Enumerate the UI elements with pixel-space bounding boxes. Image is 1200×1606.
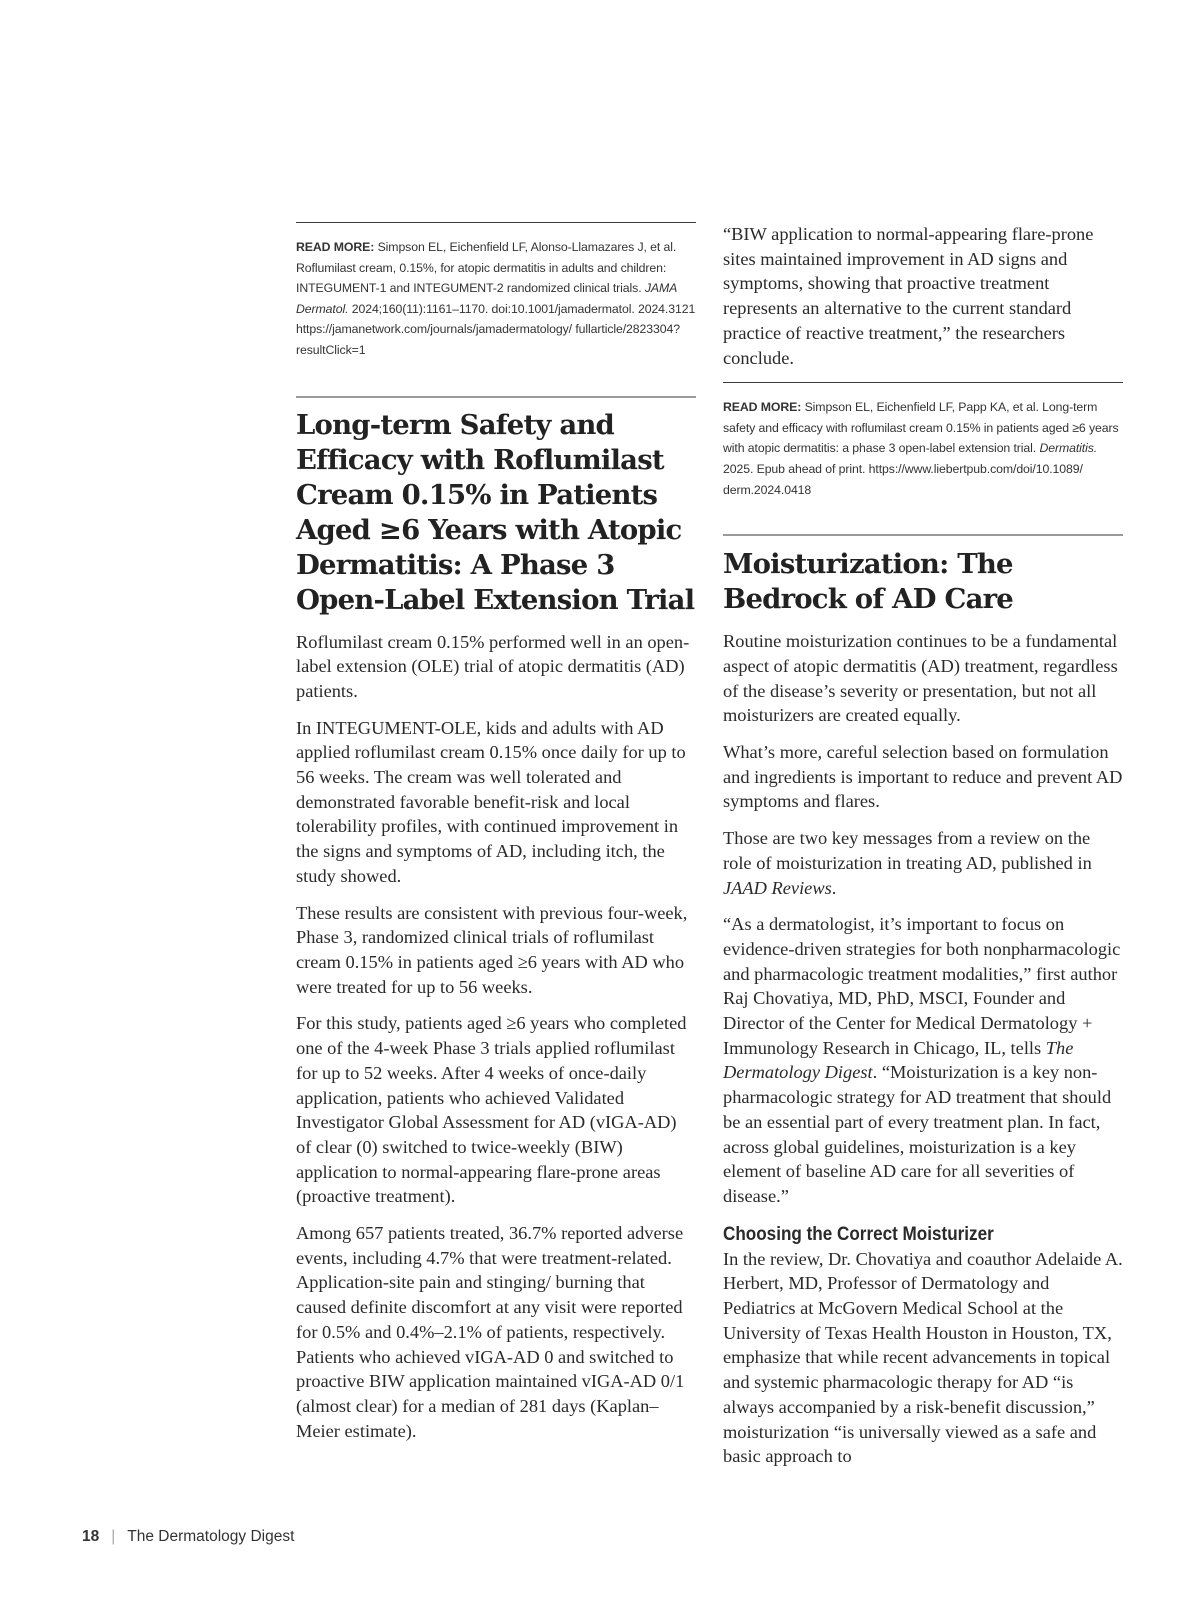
paragraph: Among 657 patients treated, 36.7% reported adverse events, including 4.7% that were treatment-related. Application-site pain and stinging/ burning that caused definite discomfort at any visit were reported for 0.5% and 0.4%–2.1% of patients, respectively. Patients who achieved vIGA-AD 0 and switched to proactive BIW application maintained vIGA-AD 0/1 (almost clear) for a median of 281 days (Kaplan–Meier estimate). xyxy=(296,1223,685,1441)
paragraph: What’s more, careful selection based on formulation and ingredients is important to reduce and prevent AD symptoms and flares. xyxy=(723,742,1123,812)
page-number: 18 xyxy=(82,1528,100,1545)
paragraph: These results are consistent with previous four-week, Phase 3, randomized clinical trials of roflumilast cream 0.15% in patients aged ≥6 years with AD who were treated for up to 56 weeks. xyxy=(296,902,688,997)
article-headline-roflumilast: Long-term Safety and Efficacy with Roflumilast Cream 0.15% in Patients Aged ≥6 Years with Atopic Dermatitis: A Phase 3 Open-Label Extension Trial xyxy=(296,408,695,616)
read-more-reference-1: READ MORE: Simpson EL, Eichenfield LF, Alonso-Llamazares J, et al. Roflumilast cream, 0.15%, for atopic dermatitis in adults and children: INTEGUMENT-1 and INTEGUMENT-2 randomized clinical trials. JAMA Dermatol. 2024;160(11):1161–1170. doi:10.1001/jamadermatol. 2024.3121 https://jamanetwork.com/journals/jamadermatology/ fullarticle/2823304?resultClick=1 xyxy=(296,240,696,357)
subheading: Choosing the Correct Moisturizer xyxy=(723,1223,994,1245)
top-rule xyxy=(296,222,696,223)
article-body-roflumilast xyxy=(296,630,696,1444)
right-column xyxy=(723,222,1123,1469)
left-column xyxy=(296,222,696,1443)
footer-separator: | xyxy=(111,1528,116,1545)
article-headline-moisturization: Moisturization: The Bedrock of AD Care xyxy=(723,548,1013,616)
read-more-label: READ MORE: xyxy=(723,400,802,415)
paragraph: In INTEGUMENT-OLE, kids and adults with AD applied roflumilast cream 0.15% once daily for up to 56 weeks. The cream was well tolerated and demonstrated favorable benefit-risk and local tolerability profiles, with continued improvement in the signs and symptoms of AD, including itch, the study showed. xyxy=(296,717,686,886)
section-rule xyxy=(723,382,1123,383)
publication-title: The Dermatology Digest xyxy=(127,1528,295,1545)
paragraph: Roflumilast cream 0.15% performed well in an open-label extension (OLE) trial of atopic dermatitis (AD) patients. xyxy=(296,631,690,701)
article-body-moisturization xyxy=(723,629,1123,1469)
read-more-reference-2: READ MORE: Simpson EL, Eichenfield LF, Papp KA, et al. Long-term safety and efficacy with roflumilast cream 0.15% in patients aged ≥6 years with atopic dermatitis: a phase 3 open-label extension trial. Dermatitis. 2025. Epub ahead of print. https://www.liebertpub.com/doi/10.1089/ derm.2024.0418 xyxy=(723,400,1119,497)
paragraph: In the review, Dr. Chovatiya and coauthor Adelaide A. Herbert, MD, Professor of Dermatology and Pediatrics at McGovern Medical School at the University of Texas Health Houston in Houston, TX, emphasize that while recent advancements in topical and systemic pharmacologic therapy for AD “is always accompanied by a risk-benefit discussion,” moisturization “is universally viewed as a safe and basic approach to xyxy=(723,1248,1123,1467)
read-more-label: READ MORE: xyxy=(296,240,375,254)
paragraph: Routine moisturization continues to be a fundamental aspect of atopic dermatitis (AD) treatment, regardless of the disease’s severity or presentation, but not all moisturizers are created equally. xyxy=(723,631,1118,726)
section-divider xyxy=(296,396,696,398)
publication-name: The Dermatology Digest xyxy=(723,1037,1074,1083)
researchers-quote: “BIW application to normal-appearing flare-prone sites maintained improvement in AD signs and symptoms, showing that proactive treatment represents an alternative to the current standard practice of reactive treatment,” the researchers conclude. xyxy=(723,224,1094,368)
page-footer xyxy=(82,1528,294,1546)
paragraph: Those are two key messages from a review on the role of moisturization in treating AD, published in JAAD Reviews. xyxy=(723,828,1092,898)
section-divider xyxy=(723,534,1123,536)
paragraph: “As a dermatologist, it’s important to focus on evidence-driven strategies for both nonpharmacologic and pharmacologic treatment modalities,” first author Raj Chovatiya, MD, PhD, MSCI, Founder and Director of the Center for Medical Dermatology + Immunology Research in Chicago, IL, tells The Dermatology Digest. “Moisturization is a key non-pharmacologic strategy for AD treatment that should be an essential part of every treatment plan. In fact, across global guidelines, moisturization is a key element of baseline AD care for all severities of disease.” xyxy=(723,914,1121,1206)
paragraph: For this study, patients aged ≥6 years who completed one of the 4-week Phase 3 trials applied roflumilast for up to 52 weeks. After 4 weeks of once-daily application, patients who achieved Validated Investigator Global Assessment for AD (vIGA-AD) of clear (0) switched to twice-weekly (BIW) application to normal-appearing flare-prone areas (proactive treatment). xyxy=(296,1013,687,1207)
journal-name: JAAD Reviews xyxy=(723,877,832,898)
